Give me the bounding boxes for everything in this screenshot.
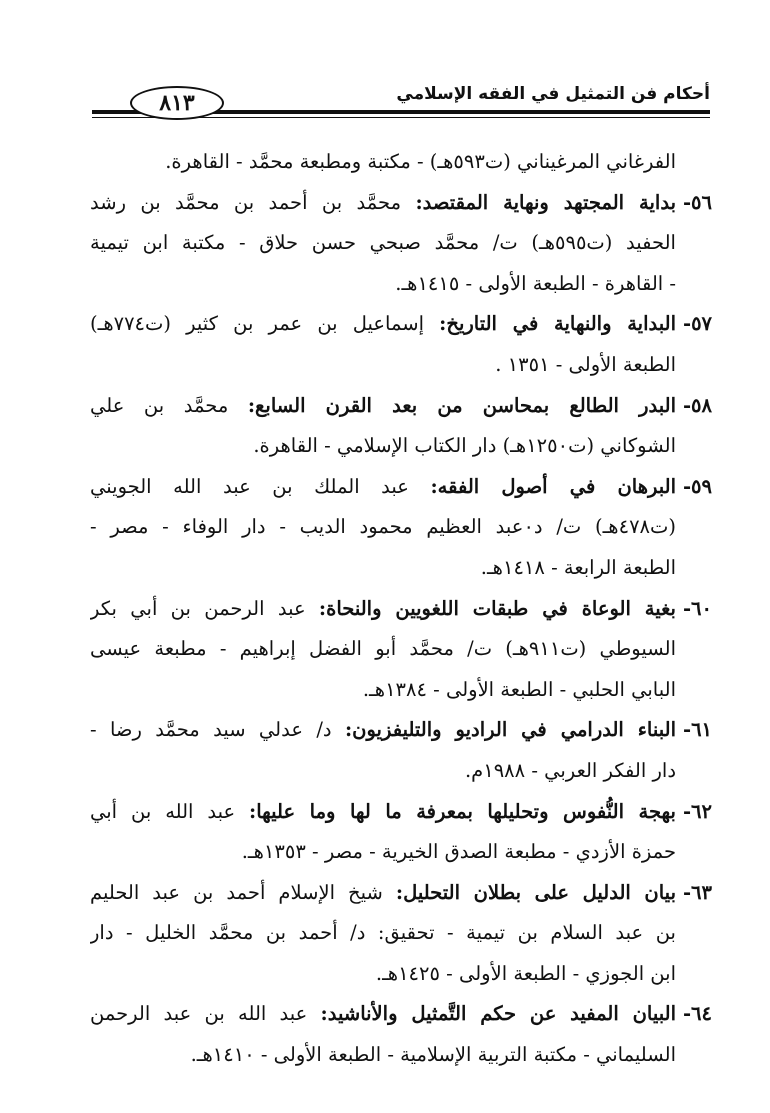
page-number-badge: [130, 86, 224, 120]
entry-first-line: [90, 467, 712, 508]
page-header: [92, 82, 710, 124]
entry-text: الشوكاني (ت١٢٥٠هـ) دار الكتاب الإسلامي - القاهرة.: [253, 434, 676, 458]
entry-title: بهجة النُّفوس وتحليلها بمعرفة ما لها وما عليها:: [249, 799, 676, 823]
entry-first-line: [90, 183, 712, 224]
entry-line: [90, 426, 712, 467]
entry-text: عبد الله بن عبد الرحمن: [90, 1002, 321, 1026]
entry-number: ٥٩-: [682, 474, 712, 498]
entry-line: [90, 629, 712, 670]
entry-title: البيان المفيد عن حكم التَّمثيل والأناشيد:: [320, 1002, 676, 1026]
entry-number: ٥٧-: [682, 312, 712, 336]
entry-number: ٦٣-: [682, 880, 712, 904]
entry-line: [90, 1035, 712, 1076]
entry-text: - القاهرة - الطبعة الأولى - ١٤١٥هـ.: [395, 271, 676, 295]
entry-line: [90, 913, 712, 954]
entry-line: [90, 507, 712, 548]
entry-text: الحفيد (ت٥٩٥هـ) ت/ محمَّد صبحي حسن حلاق - مكتبة ابن تيمية: [90, 231, 676, 255]
entry-first-line: [90, 386, 712, 427]
entry-text: د/ عدلي سيد محمَّد رضا -: [90, 718, 345, 742]
entry-text: الطبعة الأولى - ١٣٥١ .: [495, 352, 676, 376]
entry-number: ٦٢-: [682, 799, 712, 823]
entry-line: [90, 223, 712, 264]
entry-number: ٦٠-: [682, 596, 712, 620]
entry-number: ٥٦-: [682, 190, 712, 214]
entry-text: الفرغاني المرغيناني (ت٥٩٣هـ) - مكتبة ومطبعة محمَّد - القاهرة.: [165, 150, 676, 173]
entry-line: [90, 670, 712, 711]
entry-text: عبد الله بن أبي: [90, 799, 250, 823]
entry-text: عبد الملك بن عبد الله الجويني: [90, 474, 431, 498]
entry-title: بغية الوعاة في طبقات اللغويين والنحاة:: [318, 596, 676, 620]
entry-number: ٦٤-: [682, 1002, 712, 1026]
entry-first-line: [90, 710, 712, 751]
entry-line: [90, 345, 712, 386]
entry-text: (ت٤٧٨هـ) ت/ د٠عبد العظيم محمود الديب - دار الوفاء - مصر -: [90, 515, 676, 539]
entry-line: [90, 264, 712, 305]
entry-title: البرهان في أصول الفقه:: [430, 474, 676, 498]
entry-text: محمَّد بن أحمد بن محمَّد بن رشد: [90, 190, 416, 214]
entry-text: حمزة الأزدي - مطبعة الصدق الخيرية - مصر - ١٣٥٣هـ.: [241, 840, 676, 864]
entry-text: السيوطي (ت٩١١هـ) ت/ محمَّد أبو الفضل إبراهيم - مطبعة عيسى: [90, 637, 676, 661]
entry-text: ابن الجوزي - الطبعة الأولى - ١٤٢٥هـ.: [375, 961, 676, 985]
entry-line: [90, 548, 712, 589]
entry-first-line: [90, 873, 712, 914]
entry-number: ٥٨-: [682, 393, 712, 417]
entry-line: [90, 832, 712, 873]
entry-number: ٦١-: [682, 718, 712, 742]
entry-text: محمَّد بن علي: [90, 393, 248, 417]
entry-first-line: [90, 994, 712, 1035]
entry-line: [90, 142, 712, 183]
entry-text: بن عبد السلام بن تيمية - تحقيق: د/ أحمد بن محمَّد الخليل - دار: [90, 921, 676, 945]
entry-title: البدر الطالع بمحاسن من بعد القرن السابع:: [247, 393, 676, 417]
page-number: ٨١٣: [159, 90, 195, 116]
entry-text: عبد الرحمن بن أبي بكر: [90, 596, 319, 620]
entry-text: دار الفكر العربي - ١٩٨٨م.: [464, 758, 676, 782]
entry-first-line: [90, 589, 712, 630]
entry-text: إسماعيل بن عمر بن كثير (ت٧٧٤هـ): [90, 312, 440, 336]
entry-title: بيان الدليل على بطلان التحليل:: [395, 880, 676, 904]
entry-title: بداية المجتهد ونهاية المقتصد:: [415, 190, 676, 214]
running-title: أحكام فن التمثيل في الفقه الإسلامي: [396, 84, 710, 104]
bibliography-list: [90, 142, 712, 1076]
entry-text: الطبعة الرابعة - ١٤١٨هـ.: [480, 555, 676, 579]
entry-title: البداية والنهاية في التاريخ:: [439, 312, 677, 336]
entry-text: البابي الحلبي - الطبعة الأولى - ١٣٨٤هـ.: [362, 677, 676, 701]
entry-line: [90, 751, 712, 792]
entry-text: شيخ الإسلام أحمد بن عبد الحليم: [90, 880, 396, 904]
entry-first-line: [90, 304, 712, 345]
entry-first-line: [90, 792, 712, 833]
entry-line: [90, 954, 712, 995]
entry-text: السليماني - مكتبة التربية الإسلامية - الطبعة الأولى - ١٤١٠هـ.: [190, 1043, 676, 1067]
entry-title: البناء الدرامي في الراديو والتليفزيون:: [344, 718, 677, 742]
